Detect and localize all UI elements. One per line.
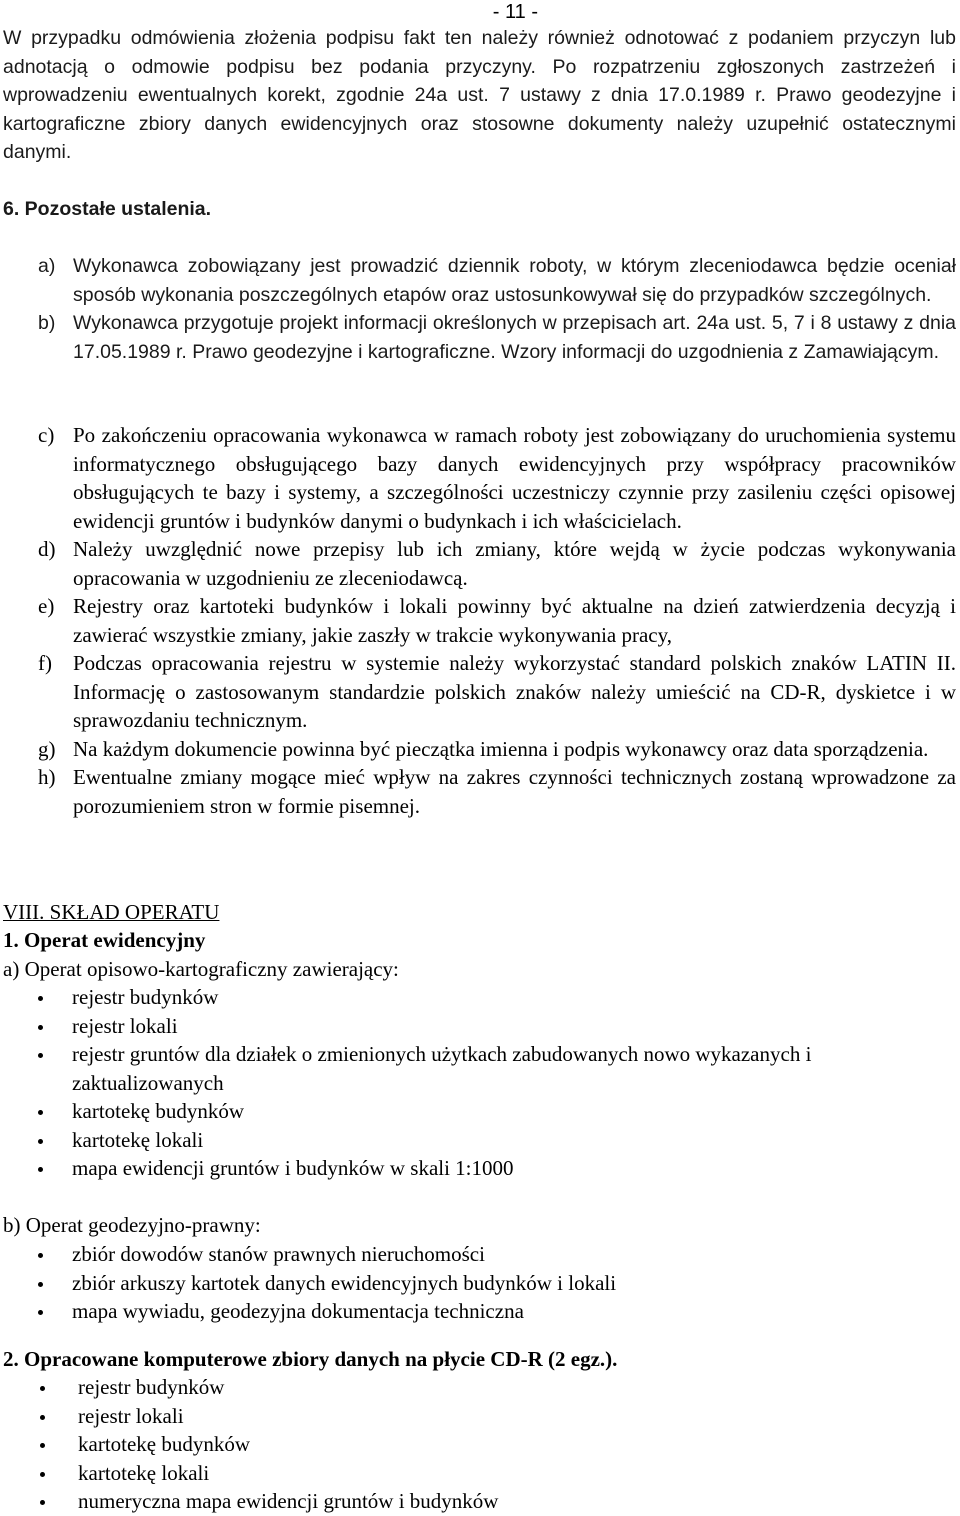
list-item-text: kartotekę lokali (72, 1127, 204, 1152)
list-item (38, 309, 956, 366)
bullet-icon (40, 1500, 45, 1505)
section-8-heading (3, 898, 956, 927)
list-item (0, 1154, 956, 1183)
list-item-text: Ewentualne zmiany mogące mieć wpływ na zakres czynności technicznych zostaną wprowadzone za porozumieniem stron w formie pisemnej. (73, 765, 956, 818)
list-item (0, 1097, 956, 1126)
list-item-text: rejestr budynków (78, 1375, 225, 1399)
list-item-text: zbiór arkuszy kartotek danych ewidencyjnych budynków i lokali (72, 1270, 617, 1295)
list-item-text: rejestr gruntów dla działek o zmienionych użytkach zabudowanych nowo wykazanych i zaktualizowanych (72, 1042, 812, 1095)
bullet-icon (38, 1282, 43, 1287)
list-item (0, 1430, 956, 1459)
list-item-text: rejestr lokali (72, 1013, 178, 1038)
list-item (38, 535, 956, 592)
list-item (38, 592, 956, 649)
operat-opisowy-list (0, 983, 956, 1183)
list-item-text: Należy uwzględnić nowe przepisy lub ich zmiany, które wejdą w życie podczas wykonywania opracowania w uzgodnieniu ze zleceniodawcą. (73, 537, 956, 590)
list-item-text: Wykonawca zobowiązany jest prowadzić dziennik roboty, w którym zleceniodawca będzie oceniał sposób wykonania poszczególnych etapów oraz ustosunkowywał się do przypadków szczególnych. (73, 255, 956, 306)
bullet-icon (38, 996, 43, 1001)
list-item-text: Podczas opracowania rejestru w systemie należy wykorzystać standard polskich znaków LATIN II. Informację o zastosowanym standardzie polskich znaków należy umieścić na CD-R, dyskietce i w sprawozdaniu technicznym. (73, 651, 956, 732)
section-6-heading: 6. Pozostałe ustalenia. (3, 198, 212, 220)
list-item-text: Po zakończeniu opracowania wykonawca w ramach roboty jest zobowiązany do uruchomienia systemu informatycznego obsługującego bazy danych ewidencyjnych przy współpracy pracowników obsługujących te bazy i systemy, a szczególności uczestniczy czynnie przy zasileniu części opisowej ewidencji gruntów i budynków danymi o budynkach i ich właścicielach. (73, 423, 956, 533)
bullet-icon (38, 1110, 43, 1115)
list-item (0, 1487, 956, 1516)
list-item (38, 735, 956, 764)
list-marker: h) (38, 765, 56, 789)
list-item-text: zbiór dowodów stanów prawnych nieruchomości (72, 1242, 485, 1266)
section-6-list (38, 252, 956, 366)
list-item (0, 1240, 956, 1269)
bullet-icon (38, 1139, 43, 1144)
list-item (0, 1012, 956, 1041)
list-item (0, 1269, 956, 1298)
list-item (38, 649, 956, 735)
bullet-icon (40, 1386, 45, 1391)
bullet-icon (38, 1253, 43, 1258)
list-item-text: mapa wywiadu, geodezyjna dokumentacja techniczna (72, 1299, 524, 1323)
list-item-text: kartotekę lokali (78, 1460, 210, 1485)
list-item (0, 1402, 956, 1431)
list-item (0, 983, 956, 1012)
list-item (0, 1126, 956, 1155)
operat-geodezyjny-heading: b) Operat geodezyjno-prawny: (3, 1213, 261, 1237)
section-6-list-cont (38, 421, 956, 820)
list-item (0, 1373, 956, 1402)
bullet-icon (38, 1025, 43, 1030)
list-item-text: Na każdym dokumencie powinna być pieczątka imienna i podpis wykonawcy oraz data sporządzenia. (73, 736, 929, 761)
list-item-text: rejestr lokali (78, 1403, 184, 1428)
list-item-text: rejestr budynków (72, 985, 219, 1009)
list-marker: a) (38, 255, 56, 277)
operat-opisowy-heading: a) Operat opisowo-kartograficzny zawierający: (3, 957, 399, 981)
operat-geodezyjny-list (0, 1240, 956, 1326)
list-item (0, 1297, 956, 1326)
list-marker: f) (38, 651, 52, 675)
list-item-text: Wykonawca przygotuje projekt informacji określonych w przepisach art. 24a ust. 5, 7 i 8 ustawy z dnia 17.05.1989 r. Prawo geodezyjne i kartograficzne. Wzory informacji do uzgodnienia z Zamawiającym. (73, 312, 956, 363)
list-marker: d) (38, 537, 56, 561)
bullet-icon (40, 1415, 45, 1420)
bullet-icon (38, 1310, 43, 1315)
list-marker: g) (38, 736, 56, 761)
list-item-text: kartotekę budynków (78, 1432, 251, 1456)
list-marker: c) (38, 423, 55, 447)
zbiory-cd-list (0, 1373, 956, 1516)
list-item (0, 1459, 956, 1488)
list-item (38, 252, 956, 309)
bullet-icon (38, 1167, 43, 1172)
list-item-text: numeryczna mapa ewidencji gruntów i budynków (78, 1489, 499, 1513)
page-number: - 11 - (492, 1, 538, 23)
zbiory-cd-heading: 2. Opracowane komputerowe zbiory danych na płycie CD-R (2 egz.). (3, 1347, 618, 1371)
section-8-title: VIII. SKŁAD OPERATU (3, 900, 220, 924)
bullet-icon (38, 1053, 43, 1058)
operat-ewidencyjny-heading: 1. Operat ewidencyjny (3, 928, 206, 952)
list-marker: b) (38, 312, 56, 334)
list-item (38, 421, 956, 535)
bullet-icon (40, 1472, 45, 1477)
list-item (38, 763, 956, 820)
list-item-text: mapa ewidencji gruntów i budynków w skali 1:1000 (72, 1156, 514, 1180)
list-item (0, 1040, 956, 1097)
bullet-icon (40, 1443, 45, 1448)
list-marker: e) (38, 594, 55, 618)
list-item-text: Rejestry oraz kartoteki budynków i lokali powinny być aktualne na dzień zatwierdzenia decyzją i zawierać wszystkie zmiany, jakie zaszły w trakcie wykonywania pracy, (73, 594, 956, 647)
intro-paragraph: W przypadku odmówienia złożenia podpisu fakt ten należy również odnotować z podaniem przyczyn lub adnotacją o odmowie podpisu bez podania przyczyny. Po rozpatrzeniu zgłoszonych zastrzeżeń i wprowadzeniu ewentualnych korekt, zgodnie 24a ust. 7 ustawy z dnia 17.0.1989 r. Prawo geodezyjne i kartograficzne zbiory danych ewidencyjnych oraz stosowne dokumenty należy uzupełnić ostatecznymi danymi. (3, 27, 956, 163)
list-item-text: kartotekę budynków (72, 1099, 245, 1123)
